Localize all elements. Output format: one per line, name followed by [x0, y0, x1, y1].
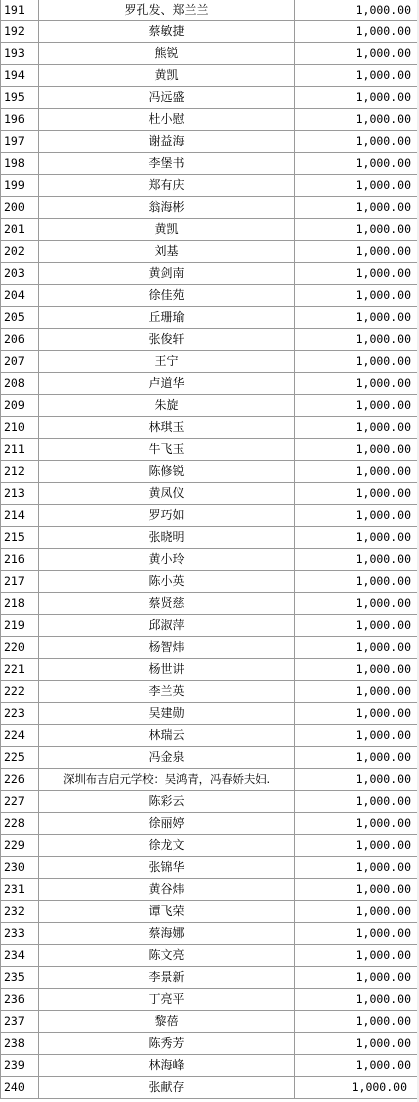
donor-name-cell[interactable]: 卢道华 — [39, 373, 295, 395]
donor-name-cell[interactable]: 林琪玉 — [39, 417, 295, 439]
row-number-cell[interactable]: 239 — [1, 1055, 39, 1077]
row-number-cell[interactable]: 213 — [1, 483, 39, 505]
amount-cell[interactable]: 1,000.00 — [295, 0, 419, 21]
donor-name-cell[interactable]: 黄谷炜 — [39, 879, 295, 901]
donor-name-cell[interactable]: 杨世讲 — [39, 659, 295, 681]
row-number-cell[interactable]: 230 — [1, 857, 39, 879]
donor-name-cell[interactable]: 牛飞玉 — [39, 439, 295, 461]
donor-name-cell[interactable]: 翁海彬 — [39, 197, 295, 219]
donor-name-cell[interactable]: 徐龙文 — [39, 835, 295, 857]
row-number-cell[interactable]: 236 — [1, 989, 39, 1011]
amount-cell[interactable]: 1,000.00 — [295, 483, 419, 505]
row-number-cell[interactable]: 207 — [1, 351, 39, 373]
row-number-cell[interactable]: 240 — [1, 1077, 39, 1099]
table-row — [1, 747, 419, 769]
donor-name-cell[interactable]: 黎蓓 — [39, 1011, 295, 1033]
amount-cell[interactable]: 1,000.00 — [295, 1033, 419, 1055]
row-number-cell[interactable]: 217 — [1, 571, 39, 593]
row-number-cell[interactable]: 205 — [1, 307, 39, 329]
donor-name-cell[interactable]: 熊锐 — [39, 43, 295, 65]
donor-name-cell[interactable]: 林瑞云 — [39, 725, 295, 747]
donor-name-cell[interactable]: 丁亮平 — [39, 989, 295, 1011]
table-row — [1, 439, 419, 461]
amount-cell[interactable]: 1,000.00 — [295, 307, 419, 329]
amount-cell[interactable]: 1,000.00 — [295, 549, 419, 571]
donor-name-cell[interactable]: 丘珊瑜 — [39, 307, 295, 329]
row-number-cell[interactable]: 235 — [1, 967, 39, 989]
row-number-cell[interactable]: 212 — [1, 461, 39, 483]
amount-cell[interactable]: 1,000.00 — [295, 857, 419, 879]
amount-cell[interactable]: 1,000.00 — [295, 703, 419, 725]
amount-cell[interactable]: 1,000.00 — [295, 21, 419, 43]
amount-cell[interactable]: 1,000.00 — [295, 43, 419, 65]
row-number-cell[interactable]: 226 — [1, 769, 39, 791]
row-number-cell[interactable]: 221 — [1, 659, 39, 681]
row-number-cell[interactable]: 196 — [1, 109, 39, 131]
row-number-cell[interactable]: 195 — [1, 87, 39, 109]
table-row — [1, 197, 419, 219]
donor-name-cell[interactable]: 冯金泉 — [39, 747, 295, 769]
amount-cell[interactable]: 1,000.00 — [295, 769, 419, 791]
table-row — [1, 263, 419, 285]
amount-cell[interactable]: 1,000.00 — [295, 659, 419, 681]
table-row — [1, 637, 419, 659]
amount-cell[interactable]: 1,000.00 — [295, 1055, 419, 1077]
row-number-cell[interactable]: 201 — [1, 219, 39, 241]
amount-cell[interactable]: 1,000.00 — [295, 285, 419, 307]
donor-name-cell[interactable]: 蔡敏捷 — [39, 21, 295, 43]
table-row — [1, 153, 419, 175]
row-number-cell[interactable]: 225 — [1, 747, 39, 769]
row-number-cell[interactable]: 193 — [1, 43, 39, 65]
donation-table-body — [1, 0, 419, 1099]
row-number-cell[interactable]: 229 — [1, 835, 39, 857]
donor-name-cell[interactable]: 李兰英 — [39, 681, 295, 703]
donor-name-cell[interactable]: 张晓明 — [39, 527, 295, 549]
row-number-cell[interactable]: 209 — [1, 395, 39, 417]
table-row — [1, 175, 419, 197]
amount-cell[interactable]: 1,000.00 — [295, 329, 419, 351]
row-number-cell[interactable]: 204 — [1, 285, 39, 307]
amount-cell[interactable]: 1,000.00 — [295, 593, 419, 615]
table-row — [1, 835, 419, 857]
amount-cell[interactable]: 1,000.00 — [295, 417, 419, 439]
donor-name-cell[interactable]: 陈小英 — [39, 571, 295, 593]
amount-cell[interactable]: 1,000.00 — [295, 791, 419, 813]
row-number-cell[interactable]: 215 — [1, 527, 39, 549]
donor-name-cell[interactable]: 徐佳苑 — [39, 285, 295, 307]
amount-cell[interactable]: 1,000.00 — [295, 923, 419, 945]
row-number-cell[interactable]: 197 — [1, 131, 39, 153]
amount-cell[interactable]: 1,000.00 — [295, 725, 419, 747]
row-number-cell[interactable]: 224 — [1, 725, 39, 747]
row-number-cell[interactable]: 232 — [1, 901, 39, 923]
donor-name-cell[interactable]: 黄凯 — [39, 65, 295, 87]
row-number-cell[interactable]: 238 — [1, 1033, 39, 1055]
row-number-cell[interactable]: 202 — [1, 241, 39, 263]
donor-name-cell[interactable]: 徐丽婷 — [39, 813, 295, 835]
table-row — [1, 417, 419, 439]
donor-name-cell[interactable]: 杨智炜 — [39, 637, 295, 659]
table-row — [1, 219, 419, 241]
table-row — [1, 307, 419, 329]
donor-name-cell[interactable]: 王宁 — [39, 351, 295, 373]
table-row — [1, 857, 419, 879]
table-row — [1, 681, 419, 703]
donor-name-cell[interactable]: 李景新 — [39, 967, 295, 989]
table-row — [1, 901, 419, 923]
table-row — [1, 329, 419, 351]
table-row — [1, 571, 419, 593]
row-number-cell[interactable]: 208 — [1, 373, 39, 395]
donor-name-cell[interactable]: 黄凯 — [39, 219, 295, 241]
amount-cell[interactable]: 1,000.00 — [295, 989, 419, 1011]
donor-name-cell[interactable]: 陈文亮 — [39, 945, 295, 967]
donor-name-cell[interactable]: 张俊轩 — [39, 329, 295, 351]
table-row — [1, 659, 419, 681]
amount-cell[interactable]: 1,000.00 — [295, 153, 419, 175]
table-row — [1, 967, 419, 989]
donor-name-cell[interactable]: 罗巧如 — [39, 505, 295, 527]
amount-cell[interactable]: 1,000.00 — [295, 131, 419, 153]
donor-name-cell[interactable]: 郑有庆 — [39, 175, 295, 197]
table-row — [1, 241, 419, 263]
table-row — [1, 615, 419, 637]
donor-name-cell[interactable]: 黄小玲 — [39, 549, 295, 571]
amount-cell[interactable]: 1,000.00 — [295, 439, 419, 461]
table-row — [1, 483, 419, 505]
donor-name-cell[interactable]: 张献存 — [39, 1077, 295, 1099]
donor-name-cell[interactable]: 谢益海 — [39, 131, 295, 153]
row-number-cell[interactable]: 211 — [1, 439, 39, 461]
amount-cell[interactable]: 1,000.00 — [295, 219, 419, 241]
amount-cell[interactable]: 1,000.00 — [295, 615, 419, 637]
table-row — [1, 813, 419, 835]
table-row — [1, 725, 419, 747]
table-row — [1, 373, 419, 395]
table-row — [1, 593, 419, 615]
row-number-cell[interactable]: 222 — [1, 681, 39, 703]
donor-name-cell[interactable]: 张锦华 — [39, 857, 295, 879]
amount-cell[interactable]: 1,000.00 — [295, 109, 419, 131]
row-number-cell[interactable]: 203 — [1, 263, 39, 285]
donor-name-cell[interactable]: 黄凤仪 — [39, 483, 295, 505]
donor-name-cell[interactable]: 林海峰 — [39, 1055, 295, 1077]
donor-name-cell[interactable]: 陈彩云 — [39, 791, 295, 813]
amount-cell[interactable]: 1,000.00 — [295, 175, 419, 197]
row-number-cell[interactable]: 231 — [1, 879, 39, 901]
table-row — [1, 1033, 419, 1055]
amount-cell[interactable]: 1,000.00 — [295, 637, 419, 659]
row-number-cell[interactable]: 223 — [1, 703, 39, 725]
donor-name-cell[interactable]: 陈秀芳 — [39, 1033, 295, 1055]
donor-name-cell[interactable]: 杜小慰 — [39, 109, 295, 131]
table-row — [1, 21, 419, 43]
table-row — [1, 351, 419, 373]
row-number-cell[interactable]: 228 — [1, 813, 39, 835]
row-number-cell[interactable]: 200 — [1, 197, 39, 219]
amount-cell[interactable]: 1,000.00 — [295, 901, 419, 923]
row-number-cell[interactable]: 192 — [1, 21, 39, 43]
row-number-cell[interactable]: 233 — [1, 923, 39, 945]
amount-cell[interactable]: 1,000.00 — [295, 197, 419, 219]
donor-name-cell[interactable]: 吴建勋 — [39, 703, 295, 725]
table-row — [1, 0, 419, 21]
table-row — [1, 879, 419, 901]
table-row — [1, 1055, 419, 1077]
row-number-cell[interactable]: 210 — [1, 417, 39, 439]
row-number-cell[interactable]: 234 — [1, 945, 39, 967]
amount-cell[interactable]: 1,000.00 — [295, 373, 419, 395]
table-row — [1, 703, 419, 725]
row-number-cell[interactable]: 237 — [1, 1011, 39, 1033]
amount-cell[interactable]: 1,000.00 — [295, 461, 419, 483]
table-row — [1, 945, 419, 967]
donor-name-cell[interactable]: 邱淑萍 — [39, 615, 295, 637]
table-row — [1, 549, 419, 571]
table-row — [1, 1011, 419, 1033]
table-row — [1, 87, 419, 109]
table-row — [1, 989, 419, 1011]
amount-cell[interactable]: 1,000.00 — [295, 505, 419, 527]
donor-name-cell[interactable]: 朱旋 — [39, 395, 295, 417]
row-number-cell[interactable]: 199 — [1, 175, 39, 197]
row-number-cell[interactable]: 194 — [1, 65, 39, 87]
table-row — [1, 1077, 419, 1099]
table-row — [1, 109, 419, 131]
row-number-cell[interactable]: 219 — [1, 615, 39, 637]
table-row — [1, 527, 419, 549]
amount-cell[interactable]: 1,000.00 — [295, 879, 419, 901]
donor-name-cell[interactable]: 罗孔发、郑兰兰 — [39, 0, 295, 21]
table-row — [1, 791, 419, 813]
row-number-cell[interactable]: 218 — [1, 593, 39, 615]
donor-name-cell[interactable]: 李堡书 — [39, 153, 295, 175]
donor-name-cell[interactable]: 蔡贤慈 — [39, 593, 295, 615]
amount-cell[interactable]: 1,000.00 — [295, 681, 419, 703]
amount-cell[interactable]: 1,000.00 — [295, 945, 419, 967]
donor-name-cell[interactable]: 冯远盛 — [39, 87, 295, 109]
table-row — [1, 65, 419, 87]
amount-cell[interactable]: 1,000.00 — [295, 1077, 419, 1099]
table-row — [1, 461, 419, 483]
donor-name-cell[interactable]: 刘基 — [39, 241, 295, 263]
table-row — [1, 923, 419, 945]
amount-cell[interactable]: 1,000.00 — [295, 747, 419, 769]
table-row — [1, 505, 419, 527]
amount-cell[interactable]: 1,000.00 — [295, 87, 419, 109]
table-row — [1, 395, 419, 417]
table-row — [1, 131, 419, 153]
amount-cell[interactable]: 1,000.00 — [295, 527, 419, 549]
donor-name-cell[interactable]: 深圳布吉启元学校：吴鸿青，冯春娇夫妇. — [39, 769, 295, 791]
amount-cell[interactable]: 1,000.00 — [295, 263, 419, 285]
table-row — [1, 769, 419, 791]
table-row — [1, 285, 419, 307]
row-number-cell[interactable]: 227 — [1, 791, 39, 813]
row-number-cell[interactable]: 191 — [1, 0, 39, 21]
amount-cell[interactable]: 1,000.00 — [295, 395, 419, 417]
row-number-cell[interactable]: 206 — [1, 329, 39, 351]
donor-name-cell[interactable]: 谭飞荣 — [39, 901, 295, 923]
amount-cell[interactable]: 1,000.00 — [295, 571, 419, 593]
amount-cell[interactable]: 1,000.00 — [295, 241, 419, 263]
amount-cell[interactable]: 1,000.00 — [295, 835, 419, 857]
amount-cell[interactable]: 1,000.00 — [295, 967, 419, 989]
amount-cell[interactable]: 1,000.00 — [295, 351, 419, 373]
donor-name-cell[interactable]: 黄剑南 — [39, 263, 295, 285]
row-number-cell[interactable]: 198 — [1, 153, 39, 175]
row-number-cell[interactable]: 216 — [1, 549, 39, 571]
amount-cell[interactable]: 1,000.00 — [295, 813, 419, 835]
table-row — [1, 43, 419, 65]
row-number-cell[interactable]: 220 — [1, 637, 39, 659]
donor-name-cell[interactable]: 陈修锐 — [39, 461, 295, 483]
donor-name-cell[interactable]: 蔡海娜 — [39, 923, 295, 945]
amount-cell[interactable]: 1,000.00 — [295, 1011, 419, 1033]
row-number-cell[interactable]: 214 — [1, 505, 39, 527]
amount-cell[interactable]: 1,000.00 — [295, 65, 419, 87]
